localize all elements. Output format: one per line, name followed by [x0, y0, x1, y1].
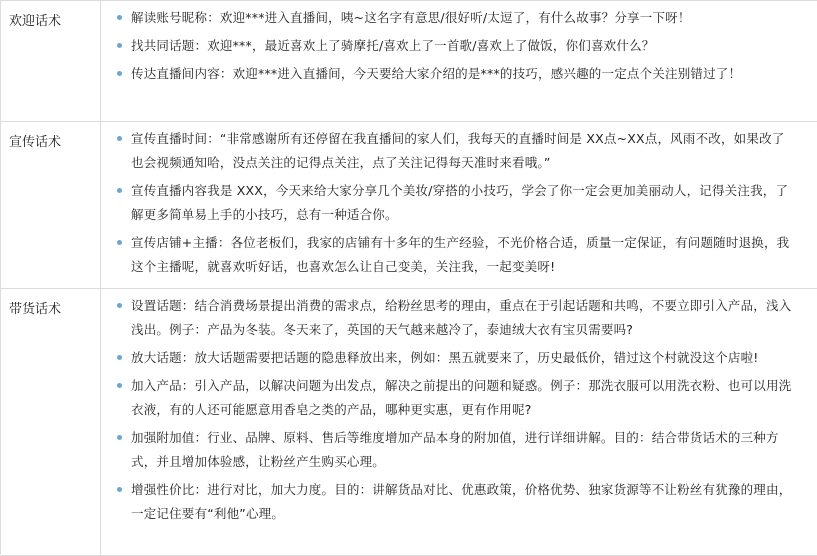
item-list: [101, 1, 817, 90]
bullet-icon: [117, 383, 122, 388]
item-text: 加强附加值：行业、品牌、原料、售后等维度增加产品本身的附加值，进行详细讲解。目的：结合带货话术的三种方式，并且增加体验感，让粉丝产生购买心理。: [131, 430, 779, 469]
bullet-icon: [117, 355, 122, 360]
list-item: [117, 6, 797, 30]
list-item: [117, 127, 797, 175]
list-item: [117, 346, 797, 370]
list-item: [117, 179, 797, 227]
item-text: 增强性价比：进行对比，加大力度。目的：讲解货品对比、优惠政策，价格优势、独家货源等不让粉丝有犹豫的理由，一定记住要有“利他”心理。: [131, 482, 792, 521]
item-text: 设置话题：结合消费场景提出消费的需求点，给粉丝思考的理由，重点在于引起话题和共鸣，不要立即引入产品，浅入浅出。例子：产品为冬装。冬天来了，英国的天气越来越冷了，泰迪绒大衣有宝贝需要吗?: [131, 298, 792, 337]
row-category: 宣传话术: [1, 122, 101, 288]
bullet-icon: [117, 435, 122, 440]
list-item: [117, 478, 797, 526]
list-item: [117, 62, 797, 86]
item-text: 解读账号昵称：欢迎***进入直播间，咦~这名字有意思/很好听/太逗了，有什么故事？分享一下呀！: [131, 10, 691, 25]
row-category: 带货话术: [1, 289, 101, 555]
row-category: 欢迎话术: [1, 1, 101, 121]
bullet-icon: [117, 303, 122, 308]
item-text: 宣传直播时间：“非常感谢所有还停留在我直播间的家人们，我每天的直播时间是 XX点~XX点，风雨不改，如果改了也会视频通知哈，没点关注的记得点关注，点了关注记得每天准时来看哦。”: [131, 131, 785, 170]
bullet-icon: [117, 43, 122, 48]
table-row: [1, 289, 817, 556]
item-text: 宣传店铺+主播：各位老板们，我家的店铺有十多年的生产经验，不光价格合适，质量一定保证，有问题随时退换，我这个主播呢，就喜欢听好话，也喜欢怎么让自己变美，关注我，一起变美呀!: [131, 235, 790, 274]
table-row: [1, 122, 817, 289]
list-item: [117, 231, 797, 279]
item-text: 宣传直播内容我是 XXX，今天来给大家分享几个美妆/穿搭的小技巧，学会了你一定会更加美丽动人，记得关注我，了解更多简单易上手的小技巧，总有一种适合你。: [131, 183, 789, 222]
list-item: [117, 374, 797, 422]
list-item: [117, 34, 797, 58]
item-list: [101, 289, 817, 530]
bullet-icon: [117, 71, 122, 76]
bullet-icon: [117, 188, 122, 193]
item-text: 传达直播间内容：欢迎***进入直播间，今天要给大家介绍的是***的技巧，感兴趣的一定点个关注别错过了！: [131, 66, 742, 81]
table-row: [1, 1, 817, 122]
list-item: [117, 426, 797, 474]
item-text: 加入产品：引入产品，以解决问题为出发点，解决之前提出的问题和疑惑。例子：那洗衣服可以用洗衣粉、也可以用洗衣液，有的人还可能愿意用香皂之类的产品，哪种更实惠，更有作用呢?: [131, 378, 792, 417]
list-item: [117, 294, 797, 342]
item-text: 放大话题：放大话题需要把话题的隐患释放出来，例如：黑五就要来了，历史最低价，错过这个村就没这个店啦!: [131, 350, 759, 365]
bullet-icon: [117, 136, 122, 141]
bullet-icon: [117, 240, 122, 245]
item-text: 找共同话题：欢迎***，最近喜欢上了骑摩托/喜欢上了一首歌/喜欢上了做饭，你们喜欢什么？: [131, 38, 655, 53]
bullet-icon: [117, 15, 122, 20]
item-list: [101, 122, 817, 283]
bullet-icon: [117, 487, 122, 492]
